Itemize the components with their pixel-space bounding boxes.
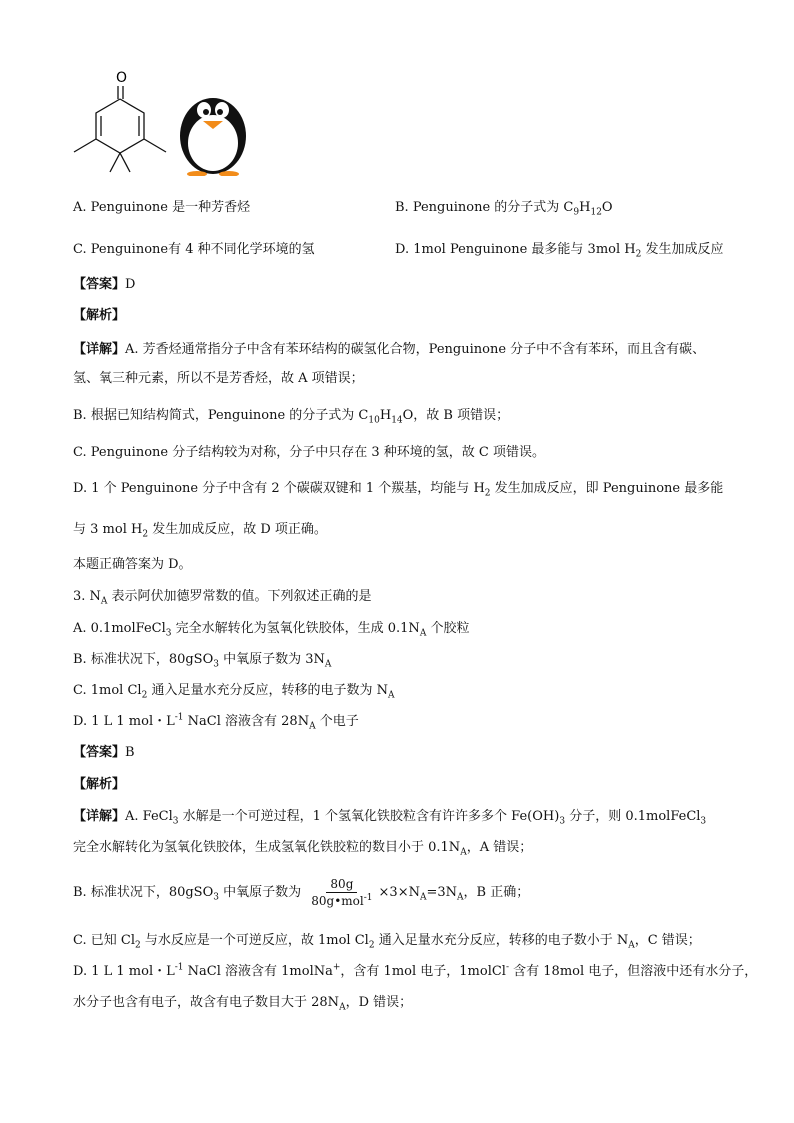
q2-option-b: B. Penguinone 的分子式为 $C_9H_{12}O$: [395, 200, 613, 218]
q2-answer: 【答案】D: [73, 277, 136, 292]
q3-detail-a-line1: 【详解】A. FeCl$_3$ 水解是一个可逆过程，1 个氢氧化铁胶粒含有许许多多个 $Fe(OH)_3$ 分子，则 0.1molFeCl$_3$: [73, 809, 707, 827]
ketone-oxygen-label: O: [116, 70, 128, 86]
q3-analysis-label: 【解析】: [73, 777, 126, 792]
q3-option-c: C. 1mol $Cl_2$ 通入足量水充分反应，转移的电子数为 $N_A$: [73, 683, 395, 701]
q2-detail-b: B. 根据已知结构简式，Penguinone 的分子式为 $C_{10}H_{14}O$，故 B 项错误；: [73, 408, 510, 426]
q3-detail-d-line1: D. 1 L 1 mol・$L^{-1}$ NaCl 溶液含有 1molNa+，含有 1mol 电子，1molCl- 含有 18mol 电子，但溶液中还有水分子，: [73, 962, 758, 979]
q2-conclusion: 本题正确答案为 D。: [73, 557, 192, 572]
q2-detail-a-line1: 【详解】A. 芳香烃通常指分子中含有苯环结构的碳氢化合物，Penguinone 分子中不含有苯环，而且含有碳、: [73, 342, 706, 357]
q2-option-d: D. 1mol Penguinone 最多能与 3mol $H_2$ 发生加成反应: [395, 242, 724, 260]
molar-fraction: $\frac{80g}{80g•mol^{-1}}$: [311, 877, 373, 908]
penguinone-structure-icon: [70, 66, 180, 181]
q3-option-a: A. 0.1molFeCl$_3$ 完全水解转化为氢氧化铁胶体，生成 $0.1N_A$ 个胶粒: [73, 621, 470, 639]
q3-option-b: B. 标准状况下，80gSO$_3$ 中氧原子数为 $3N_A$: [73, 652, 332, 670]
q2-analysis-label: 【解析】: [73, 308, 126, 323]
q2-option-c: C. Penguinone有 4 种不同化学环境的氢: [73, 242, 315, 257]
q3-answer: 【答案】B: [73, 745, 135, 760]
q2-detail-c: C. Penguinone 分子结构较为对称，分子中只存在 3 种环境的氢，故 C 项错误。: [73, 445, 545, 460]
q2-option-a: A. Penguinone 是一种芳香烃: [73, 200, 251, 215]
q3-detail-a-line2: 完全水解转化为氢氧化铁胶体，生成氢氧化铁胶粒的数目小于 $0.1N_A$，A 错误；: [73, 840, 533, 858]
q3-option-d: D. 1 L 1 mol・$L^{-1}$ NaCl 溶液含有 $28N_A$ 个电子: [73, 712, 359, 732]
q2-detail-d-line1: D. 1 个 Penguinone 分子中含有 2 个碳碳双键和 1 个羰基，均能与 $H_2$ 发生加成反应，即 Penguinone 最多能: [73, 481, 724, 499]
q3-detail-b: B. 标准状况下，80gSO$_3$ 中氧原子数为 $\frac{80g}{80g•mol^{-1}}$ $\times 3\times N_A=3N_A$，B 正确；: [73, 877, 530, 908]
q2-detail-a-line2: 氢、氧三种元素，所以不是芳香烃，故 A 项错误；: [73, 371, 364, 386]
penguin-icon: [175, 88, 251, 176]
q3-detail-c: C. 已知 $Cl_2$ 与水反应是一个可逆反应，故 1mol $Cl_2$ 通入足量水充分反应，转移的电子数小于 $N_A$，C 错误；: [73, 933, 701, 951]
q2-detail-d-line2: 与 3 mol $H_2$ 发生加成反应，故 D 项正确。: [73, 522, 327, 540]
q3-stem: 3. $N_A$ 表示阿伏加德罗常数的值。下列叙述正确的是: [73, 589, 372, 607]
q3-detail-d-line2: 水分子也含有电子，故含有电子数目大于 $28N_A$，D 错误；: [73, 995, 413, 1013]
